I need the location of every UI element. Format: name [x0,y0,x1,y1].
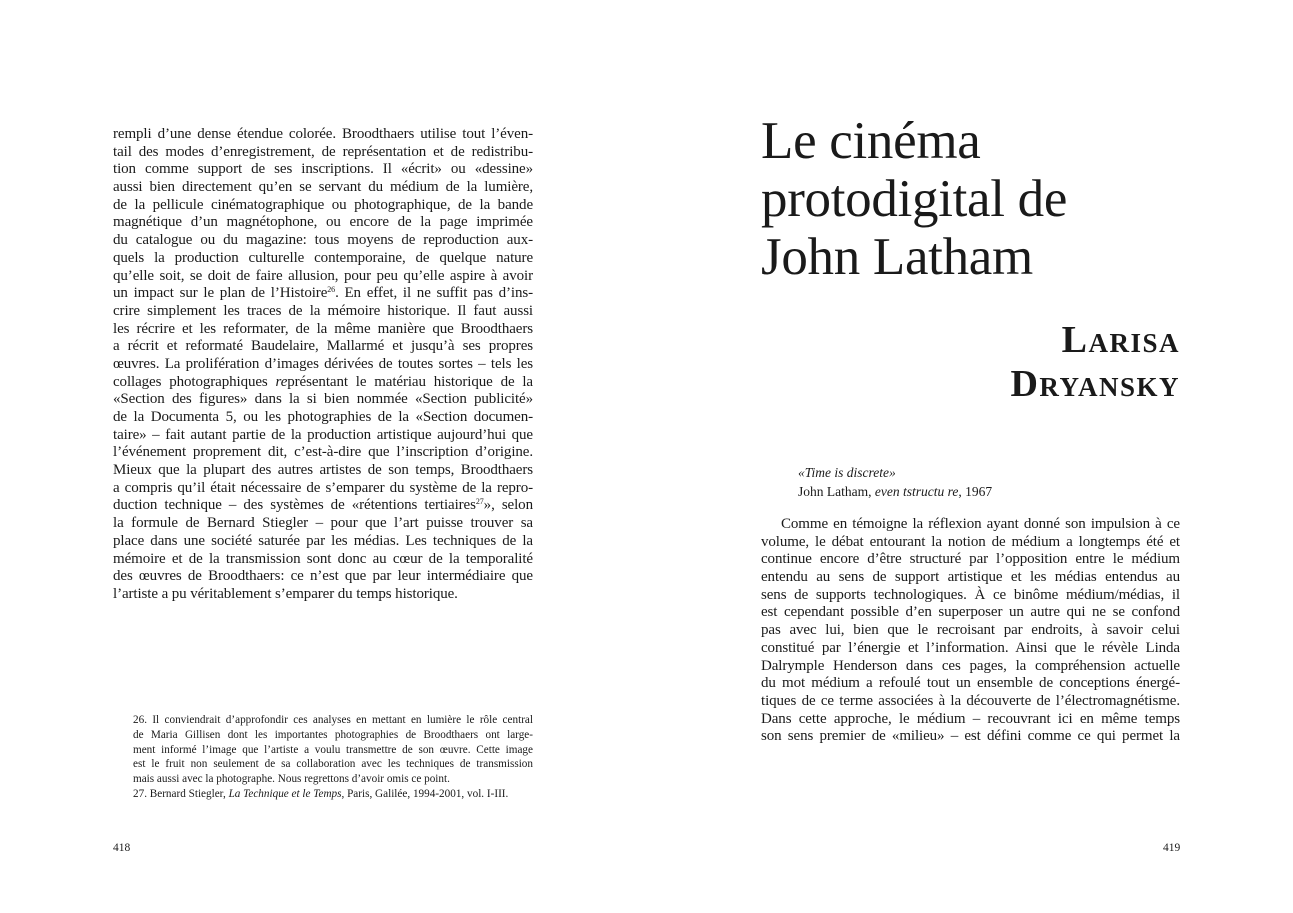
body-line: magnétique d’un magnétophone, ou encore de la page imprimée [113,214,533,231]
body-line: la formule de Bernard Stiegler – pour que l’art puisse trouver sa [113,515,533,532]
footnotes [133,713,533,802]
epigraph-quote: «Time is discrete» [798,465,896,480]
body-line: des œuvres de Broodthaers: ce n’est que par leur intermédiaire que [113,568,533,585]
body-line: tail des modes d’enregistrement, de représentation et de redistribu- [113,143,533,160]
body-line: entendu au sens de support artistique et les médias entendus au [761,569,1180,586]
body-line: du mot médium a refoulé tout un ensemble de conceptions énergé- [761,675,1180,692]
author-name: Larisa Dryansky [1010,319,1180,405]
body-line: duction technique – des systèmes de «rétentions tertiaires$^{27}$», selon [113,497,533,514]
body-line: qu’elle soit, se doit de faire allusion, pour peu qu’elle aspire à avoir [113,267,533,284]
body-line: a récrit et reformaté Baudelaire, Mallarmé et jusqu’à ses propres [113,338,533,355]
body-line: taire» – fait autant partie de la production artistique aujourd’hui que [113,426,533,443]
body-line: collages photographiques représentant le matériau historique de la [113,373,533,390]
body-line: l’artiste a pu véritablement s’emparer du temps historique. [113,585,458,602]
footnote-27-title: La Technique et le Temps [228,787,342,800]
body-line: Mieux que la plupart des autres artistes de son temps, Broodthaers [113,462,533,479]
page-number-left: 418 [113,842,131,854]
body-line: crire simplement les traces de la mémoire historique. Il faut aussi [113,302,533,319]
footnote-ref-27[interactable]: 27 [475,497,484,507]
page-number-right: 419 [1163,842,1181,854]
body-line: «Section des figures» dans la si bien nommée «Section publicité» [113,391,533,408]
body-line: Dalrymple Henderson dans ces pages, la compréhension actuelle [761,657,1180,674]
footnote-26-line: ment informé l’image que l’artiste a voulu transmettre de son œuvre. Cette image [133,743,533,756]
body-line: Dans cette approche, le médium – recouvrant ici en même temps [761,710,1180,727]
body-line: son sens premier de «milieu» – est défini comme ce qui permet la [761,728,1180,745]
body-line: constitué par l’énergie et l’information. Ainsi que le révèle Linda [761,639,1180,656]
body-line: œuvres. La prolifération d’images dérivées de toutes sortes – tels les [113,355,533,372]
body-line: aussi bien directement qu’en se servant du médium de la lumière, [113,179,533,196]
epigraph-work-title: even tstructu re [874,484,959,499]
body-line: du catalogue ou du magazine: tous moyens de reproduction aux- [113,232,533,249]
body-line: sens de supports technologiques. À ce binôme médium/médias, il [761,586,1180,603]
epigraph-source: John Latham, even tstructu re, 1967 [798,484,993,499]
body-line: pas avec lui, bien que le recroisant par endroits, à savoir celui [761,622,1180,639]
chapter-title-line: Le cinéma [761,112,981,170]
body-line: de la Documenta 5, ou les photographies de la «Section documen- [113,409,533,425]
body-line: mémoire et de la transmission sont donc au cœur de la temporalité [113,550,533,567]
body-line: tiques de ce terme associées à la découverte de l’électromagnétisme. [761,692,1180,709]
body-line: quels la production culturelle contemporaine, de quelque nature [113,249,533,266]
footnote-27: 27. Bernard Stiegler, La Technique et le Temps, Paris, Galilée, 1994-2001, vol. I-III. [133,787,509,800]
body-line: l’événement proprement dit, c’est-à-dire que l’inscription d’origine. [113,444,533,461]
body-line: est cependant possible d’en superposer un autre qui ne se confond [761,604,1180,621]
right-page [646,0,1293,913]
body-line: rempli d’une dense étendue colorée. Broodthaers utilise tout l’éven- [113,126,533,142]
left-page [0,0,646,913]
chapter-title-line: John Latham [761,228,1033,286]
footnote-26-line: mais aussi avec la photographe. Nous regrettons d’avoir omis ce point. [133,773,450,786]
footnote-26-line: de Maria Gillisen dont les importantes photographies de Broodthaers ont large- [133,728,533,741]
chapter-title [761,112,1261,286]
footnote-26-line: 26. Il conviendrait d’approfondir ces analyses en mettant en lumière le rôle central [133,714,533,726]
body-line: a compris qu’il était nécessaire de s’emparer du système de la repro- [113,479,533,496]
chapter-title-line: protodigital de [761,170,1068,228]
body-line: de la pellicule cinématographique ou photographique, de la bande [113,196,533,213]
left-body-text [113,126,533,604]
body-line: tion comme support de ses inscriptions. Il «écrit» ou «dessine» [113,161,533,178]
body-line: un impact sur le plan de l’Histoire$^{26}$. En effet, il ne suffit pas d’ins- [113,285,533,302]
epigraph [798,463,992,501]
footnote-26-line: est le fruit non seulement de sa collaboration avec les techniques de transmission [133,758,533,771]
body-line: continue encore d’être structuré par l’opposition entre le médium [761,551,1180,568]
body-line: Comme en témoigne la réflexion ayant donné son impulsion à ce [781,516,1180,532]
footnote-ref-26[interactable]: 26 [327,285,336,295]
body-line: les récrire et les reformater, de la même manière que Broodthaers [113,320,533,337]
body-line: place dans une société saturée par les médias. Les techniques de la [113,532,533,549]
right-body-text [761,516,1180,746]
body-line: volume, le débat entourant la notion de médium a longtemps été et [761,533,1180,550]
